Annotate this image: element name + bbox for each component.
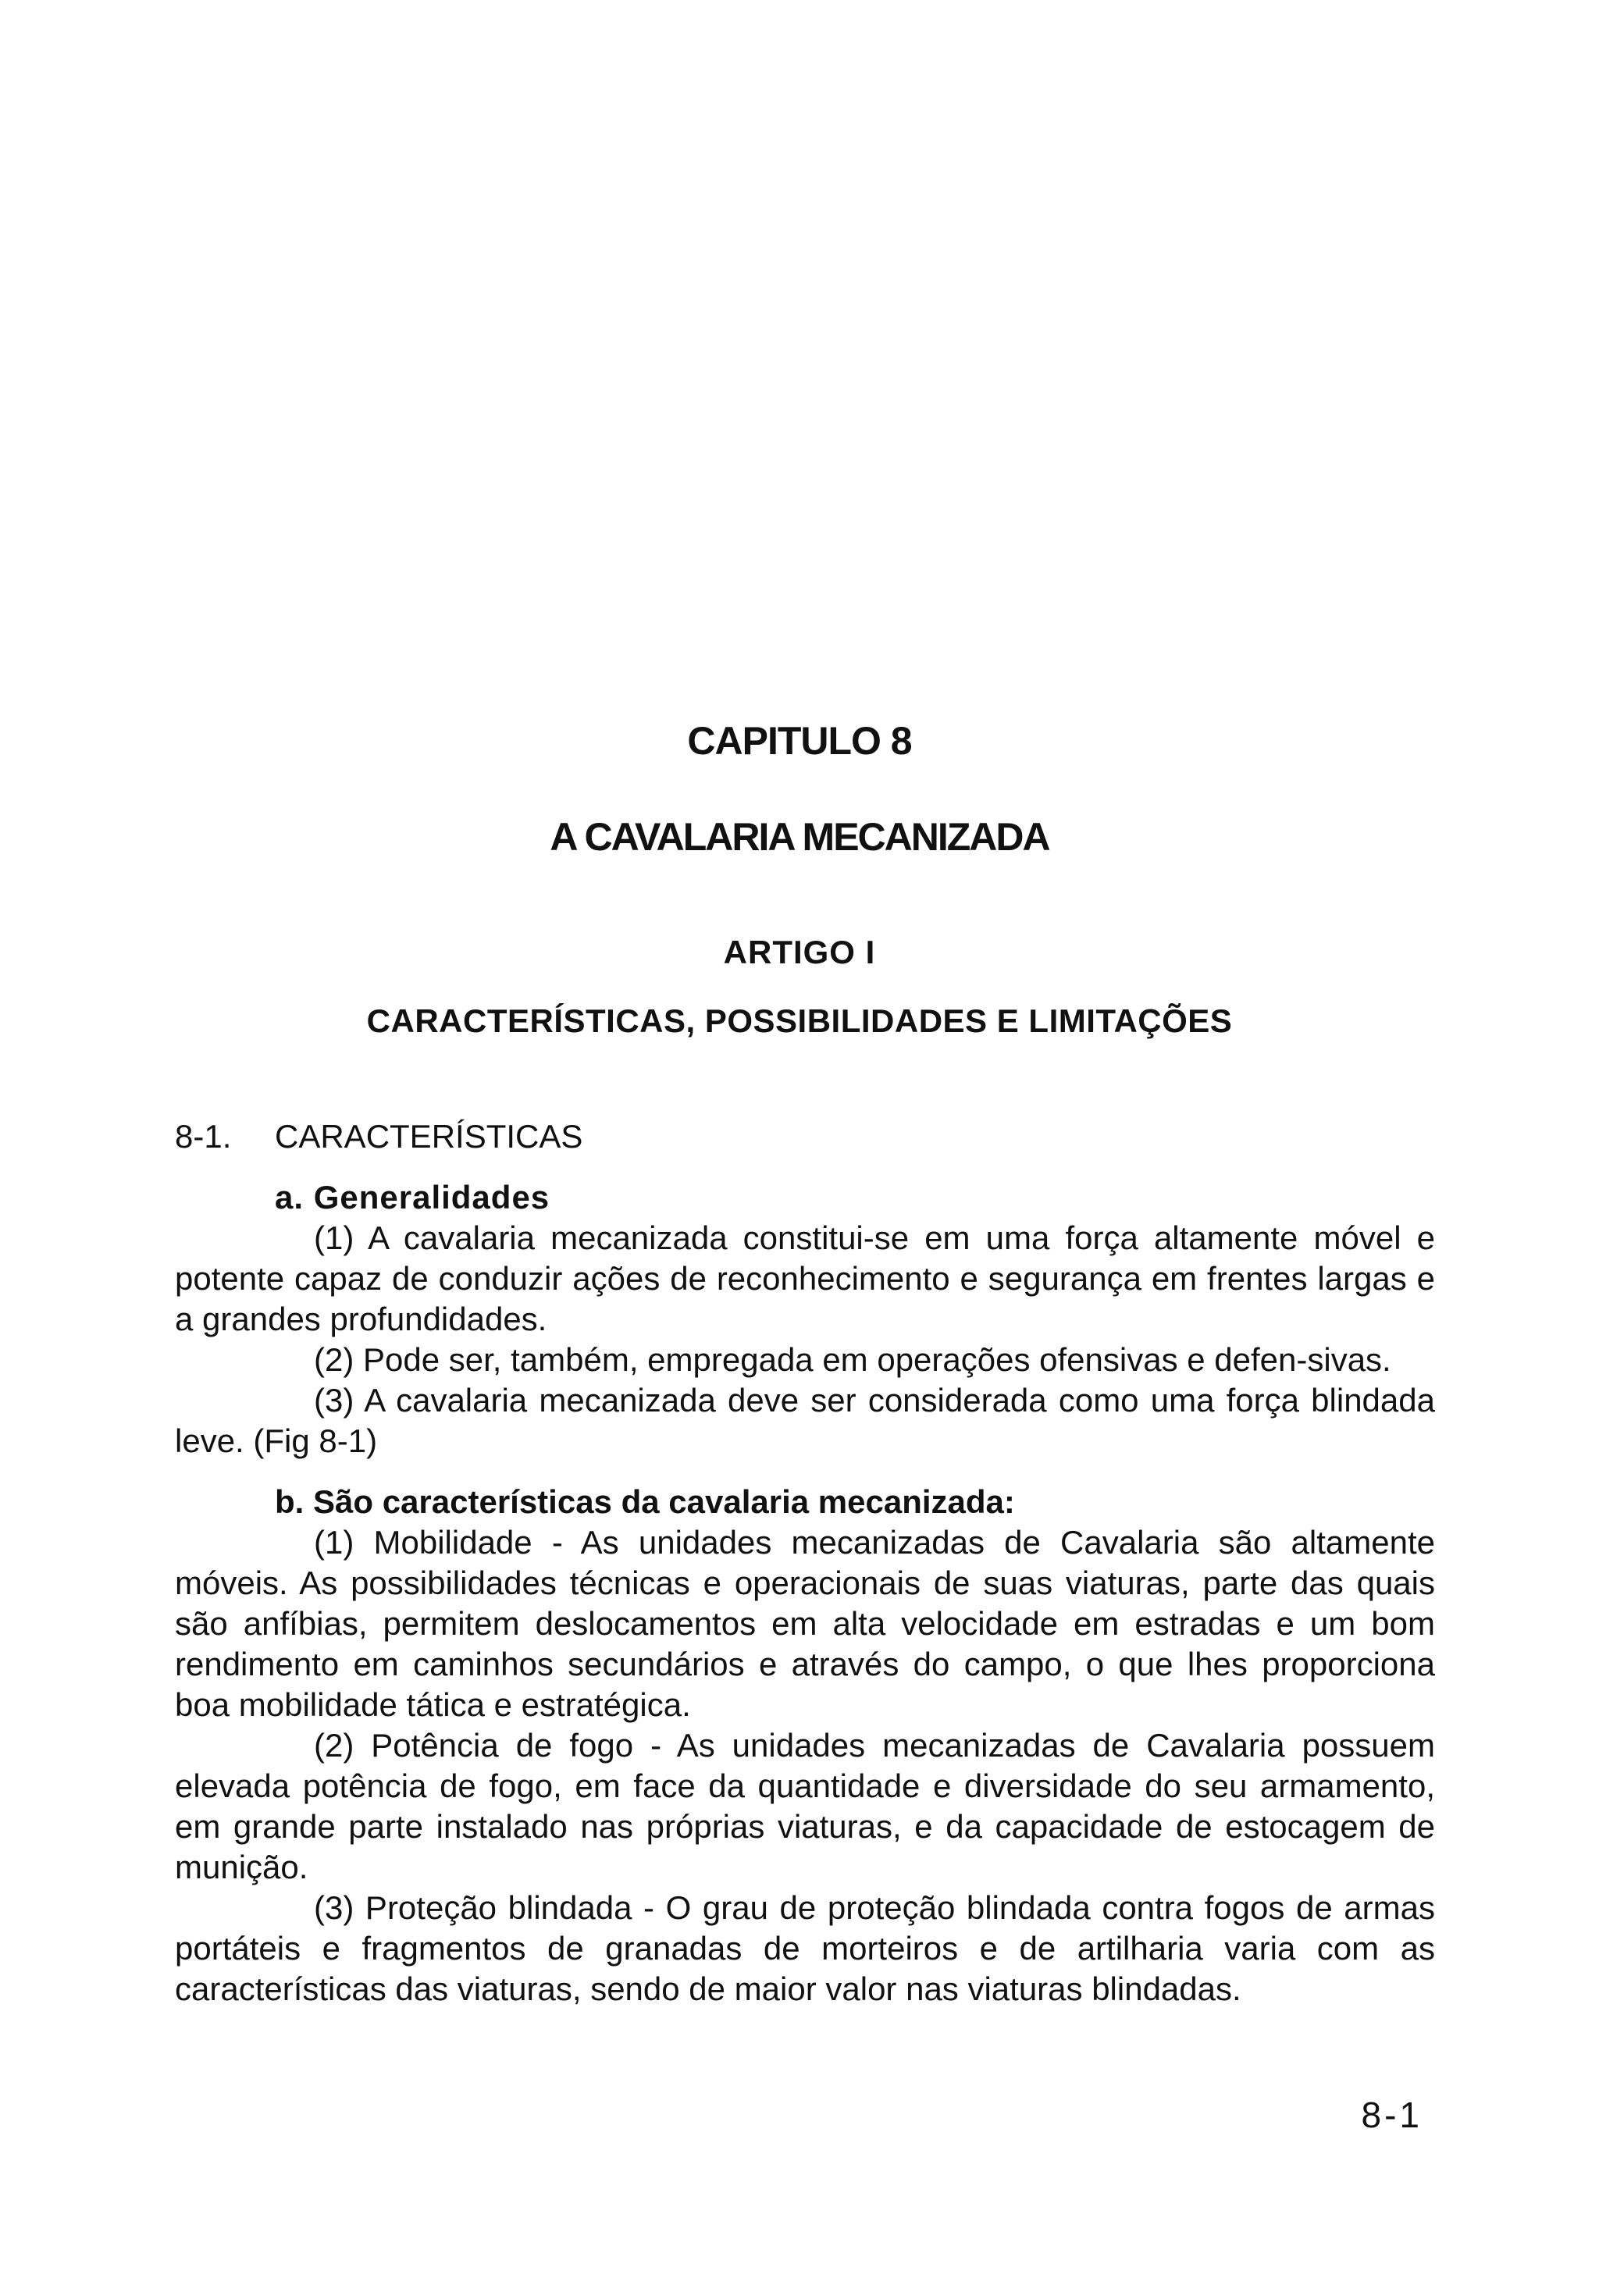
chapter-heading: CAPITULO 8 bbox=[687, 719, 912, 763]
document-body bbox=[175, 1177, 1435, 2009]
section-title: CARACTERÍSTICAS bbox=[275, 1118, 583, 1155]
paragraph-b2: (2) Potência de fogo - As unidades mecanizadas de Cavalaria possuem elevada potência de fogo, em face da quantidade e diversidade do seu armamento, em grande parte instalado nas próprias viaturas, e da capacidade de estocagem de munição. bbox=[175, 1727, 1435, 1885]
paragraph-b1: (1) Mobilidade - As unidades mecanizadas de Cavalaria são altamente móveis. As possibilidades técnicas e operacionais de suas viaturas, parte das quais são anfíbias, permitem deslocamentos em alta velocidade em estradas e um bom rendimento em caminhos secundários e através do campo, o que lhes proporciona boa mobilidade tática e estratégica. bbox=[175, 1524, 1435, 1723]
section-heading bbox=[175, 1118, 582, 1155]
paragraph-a2: (2) Pode ser, também, empregada em operações ofensivas e defen-sivas. bbox=[314, 1341, 1391, 1378]
section-number: 8-1. bbox=[175, 1118, 232, 1155]
page-number: 8-1 bbox=[1361, 2095, 1423, 2135]
paragraph-a3: (3) A cavalaria mecanizada deve ser considerada como uma força blindada leve. (Fig 8-1) bbox=[175, 1382, 1435, 1459]
subsection-heading-a: a. Generalidades bbox=[275, 1179, 550, 1216]
paragraph-b3: (3) Proteção blindada - O grau de proteção blindada contra fogos de armas portáteis e fragmentos de granadas de morteiros e de artilharia varia com as características das viaturas, sendo de maior valor nas viaturas blindadas. bbox=[175, 1889, 1435, 2007]
article-title: CARACTERÍSTICAS, POSSIBILIDADES E LIMITAÇÕES bbox=[366, 1002, 1233, 1039]
paragraph-a1: (1) A cavalaria mecanizada constitui-se em uma força altamente móvel e potente capaz de conduzir ações de reconhecimento e segurança em frentes largas e a grandes profundidades. bbox=[175, 1219, 1435, 1337]
article-heading: ARTIGO I bbox=[723, 934, 876, 970]
chapter-title: A CAVALARIA MECANIZADA bbox=[550, 815, 1049, 859]
subsection-heading-b: b. São características da cavalaria mecanizada: bbox=[275, 1483, 1015, 1520]
